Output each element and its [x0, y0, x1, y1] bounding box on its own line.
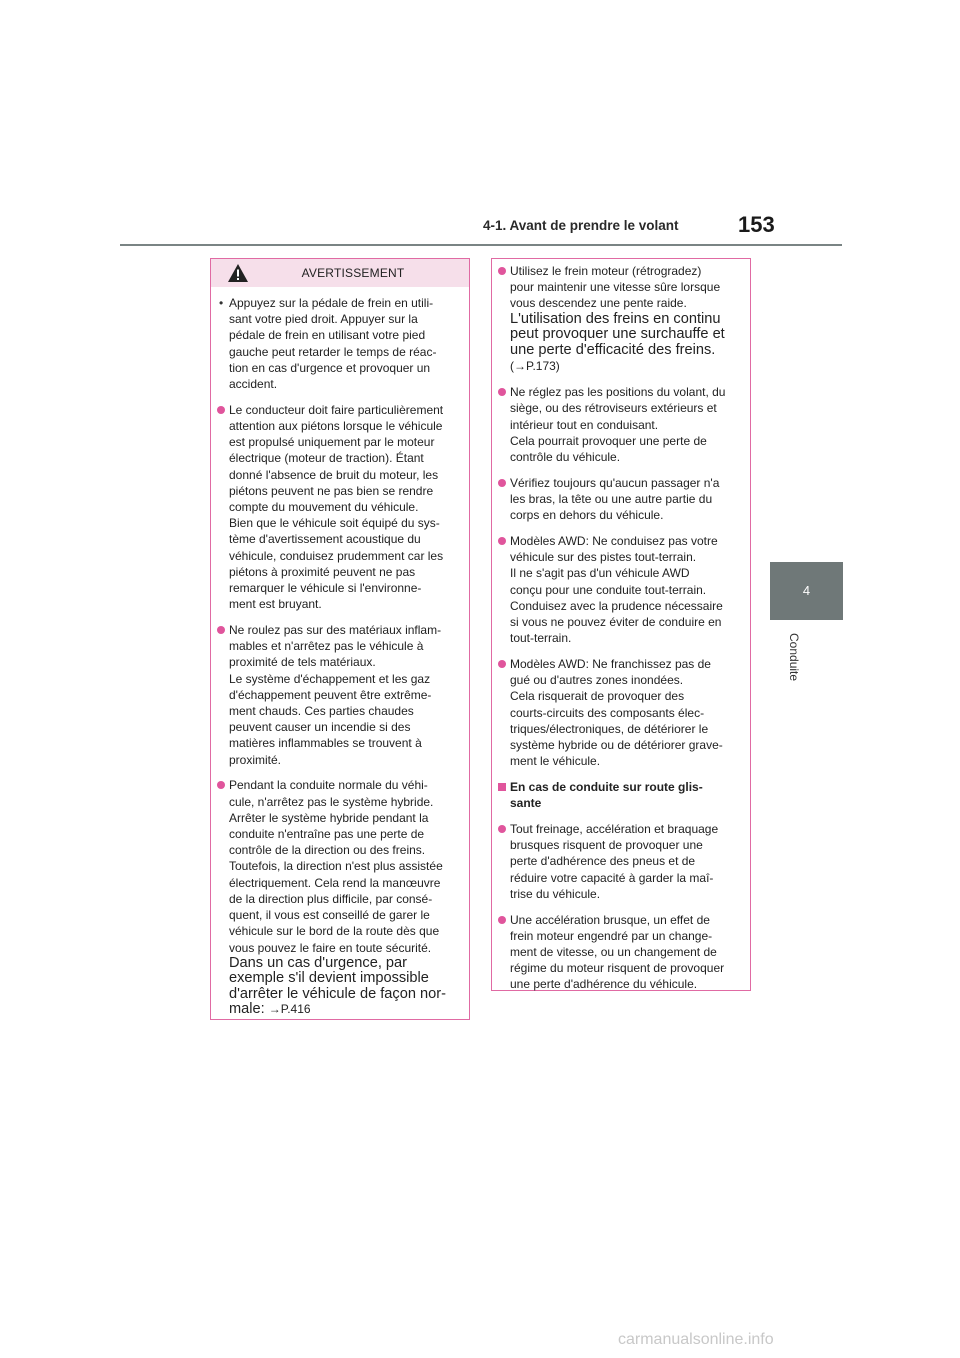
text-line: vous descendez une pente raide.	[510, 296, 687, 311]
chapter-number: 4	[802, 583, 811, 598]
warning-header	[211, 259, 469, 287]
text-line: gauche peut retarder le temps de réac-	[229, 344, 437, 359]
text-line: Conduisez avec la prudence nécessaire	[510, 598, 723, 613]
warning-content-left	[217, 295, 463, 1028]
warning-box-left	[210, 258, 470, 1020]
list-item	[217, 295, 463, 392]
text-line: réduire votre capacité à garder la maî-	[510, 870, 714, 885]
text-line: ment est bruyant.	[229, 597, 322, 612]
text-line: En cas de conduite sur route glis-	[510, 780, 703, 795]
text-line: conduite n'entraîne pas une perte de	[229, 827, 425, 842]
text-line: tout-terrain.	[510, 631, 572, 646]
chapter-label-wrap	[777, 633, 837, 693]
text-line: attention aux piétons lorsque le véhicule	[229, 419, 443, 434]
list-item	[498, 263, 744, 375]
emphasis-line: exemple s'il devient impossible	[229, 970, 429, 987]
text-line: compte du mouvement du véhicule.	[229, 500, 419, 515]
text-line: Modèles AWD: Ne conduisez pas votre	[510, 534, 718, 548]
text-line: Utilisez le frein moteur (rétrogradez)	[510, 264, 702, 278]
text-line: Ne roulez pas sur des matériaux inflam-	[229, 623, 442, 638]
page-number: 153	[738, 212, 775, 237]
text-line: Cela risquerait de provoquer des	[510, 689, 685, 704]
emphasis-line: male: →P.416	[229, 1001, 311, 1018]
chapter-tab	[770, 562, 843, 620]
bullet-dot-icon	[498, 537, 506, 545]
text-line: corps en dehors du véhicule.	[510, 508, 664, 523]
text-line: Vérifiez toujours qu'aucun passager n'a	[510, 475, 720, 490]
text-line: Le système d'échappement et les gaz	[229, 671, 431, 686]
text-line: de la direction plus difficile, par consé-	[229, 891, 433, 906]
list-item	[498, 779, 744, 811]
warning-box-right	[491, 258, 751, 991]
text-line: Appuyez sur la pédale de frein en utili-	[229, 296, 434, 310]
text-line: mables et n'arrêtez pas le véhicule à	[229, 639, 424, 654]
text-line: sant votre pied droit. Appuyer sur la	[229, 312, 418, 327]
list-item	[217, 777, 463, 1018]
text-line: sante	[510, 796, 542, 811]
text-line: proximité de tels matériaux.	[229, 655, 376, 670]
bullet-dot-icon	[498, 916, 506, 924]
list-item	[498, 384, 744, 465]
bullet-square-icon	[498, 783, 506, 791]
text-line: ment chauds. Ces parties chaudes	[229, 704, 414, 719]
text-line: piétons à proximité peuvent ne pas	[229, 564, 416, 579]
text-line: pédale de frein en utilisant votre pied	[229, 328, 426, 343]
text-line: peuvent causer un incendie si des	[229, 720, 411, 735]
text-line: matières inflammables se trouvent à	[229, 736, 422, 751]
bullet-dot-icon	[217, 781, 225, 789]
text-line: conçu pour une conduite tout-terrain.	[510, 582, 707, 597]
warning-content-right	[498, 263, 744, 1002]
text-line: électriquement. Cela rend la manœuvre	[229, 875, 441, 890]
text-line: véhicule sur des pistes tout-terrain.	[510, 550, 697, 565]
bullet-dot-icon	[498, 479, 506, 487]
text-line: contrôle de la direction ou des freins.	[229, 843, 426, 858]
text-line: une perte d'adhérence du véhicule.	[510, 977, 698, 992]
text-line: courts-circuits des composants élec-	[510, 705, 705, 720]
emphasis-line: peut provoquer une surchauffe et	[510, 326, 725, 343]
text-line: ment de vitesse, ou un changement de	[510, 945, 717, 960]
warning-title: AVERTISSEMENT	[301, 266, 405, 280]
text-line: siège, ou des rétroviseurs extérieurs et	[510, 401, 717, 416]
text-line: remarquer le véhicule si l'environne-	[229, 581, 422, 596]
text-line: Une accélération brusque, un effet de	[510, 912, 710, 927]
text-line: Modèles AWD: Ne franchissez pas de	[510, 657, 711, 672]
text-line: triques/électroniques, de détériorer le	[510, 721, 709, 736]
text-line: trise du véhicule.	[510, 886, 601, 901]
text-line: Le conducteur doit faire particulièrement	[229, 402, 444, 417]
page-reference: →P.416	[268, 1002, 311, 1017]
text-line: électrique (moteur de traction). Étant	[229, 451, 424, 466]
text-line: Ne réglez pas les positions du volant, du	[510, 385, 726, 400]
text-line: piétons peuvent ne pas bien se rendre	[229, 483, 434, 498]
list-item	[217, 402, 463, 613]
text-line: Tout freinage, accélération et braquage	[510, 822, 719, 837]
section-title: 4-1. Avant de prendre le volant	[483, 218, 679, 233]
text-line: cule, n'arrêtez pas le système hybride.	[229, 794, 434, 809]
text-line: ment le véhicule.	[510, 754, 601, 769]
text-line: véhicule, conduisez prudemment car les	[229, 548, 444, 563]
text-line: si vous ne pouvez éviter de conduire en	[510, 615, 722, 630]
bullet-dot-icon	[217, 626, 225, 634]
text-line: tion en cas d'urgence et provoquer un	[229, 360, 431, 375]
text-line: vous pouvez le faire en toute sécurité.	[229, 940, 432, 955]
list-item	[498, 912, 744, 993]
emphasis-line: d'arrêter le véhicule de façon nor-	[229, 985, 446, 1002]
bullet-dot-icon	[217, 406, 225, 414]
list-item	[498, 533, 744, 646]
text-line: Toutefois, la direction n'est plus assistée	[229, 859, 443, 874]
list-item	[498, 475, 744, 524]
text-line: Cela pourrait provoquer une perte de	[510, 433, 707, 448]
text-line: donné l'absence de bruit du moteur, les	[229, 467, 439, 482]
text-line: est propulsé uniquement par le moteur	[229, 435, 435, 450]
text-line: brusques risquent de provoquer une	[510, 838, 703, 853]
text-line: système hybride ou de détériorer grave-	[510, 738, 723, 753]
text-line: frein moteur engendré par un change-	[510, 928, 713, 943]
text-line: perte d'adhérence des pneus et de	[510, 854, 696, 869]
watermark: carmanualsonline.info	[618, 1331, 774, 1348]
emphasis-line: une perte d'efficacité des freins.	[510, 341, 716, 358]
text-line: Pendant la conduite normale du véhi-	[229, 778, 428, 793]
text-line: Il ne s'agit pas d'un véhicule AWD	[510, 566, 690, 581]
bullet-dash-icon: •	[219, 296, 224, 310]
chapter-label: Conduite	[787, 633, 801, 682]
text-line: gué ou d'autres zones inondées.	[510, 673, 684, 688]
list-item	[498, 821, 744, 902]
text-line: tème d'avertissement acoustique du	[229, 532, 421, 547]
list-item	[217, 622, 463, 768]
text-line: accident.	[229, 377, 278, 392]
text-line: régime du moteur risquent de provoquer	[510, 961, 725, 976]
text-line: pour maintenir une vitesse sûre lorsque	[510, 280, 721, 295]
text-line: intérieur tout en conduisant.	[510, 417, 659, 432]
text-line: les bras, la tête ou une autre partie du	[510, 492, 713, 506]
header-divider	[120, 244, 842, 246]
list-item	[498, 656, 744, 769]
text-line: contrôle du véhicule.	[510, 450, 621, 464]
bullet-dot-icon	[498, 388, 506, 396]
emphasis-line: Dans un cas d'urgence, par	[229, 954, 408, 971]
page-reference: (→P.173)	[510, 359, 560, 374]
text-line: proximité.	[229, 752, 282, 767]
text-line: véhicule sur le bord de la route dès que	[229, 924, 440, 939]
bullet-dot-icon	[498, 825, 506, 833]
text-line: quent, il vous est conseillé de garer le	[229, 908, 430, 923]
text-line: d'échappement peuvent être extrême-	[229, 687, 432, 702]
text-line: Arrêter le système hybride pendant la	[229, 810, 429, 825]
text-line: Bien que le véhicule soit équipé du sys-	[229, 516, 440, 531]
bullet-dot-icon	[498, 660, 506, 668]
bullet-dot-icon	[498, 267, 506, 275]
emphasis-line: L'utilisation des freins en continu	[510, 310, 721, 327]
